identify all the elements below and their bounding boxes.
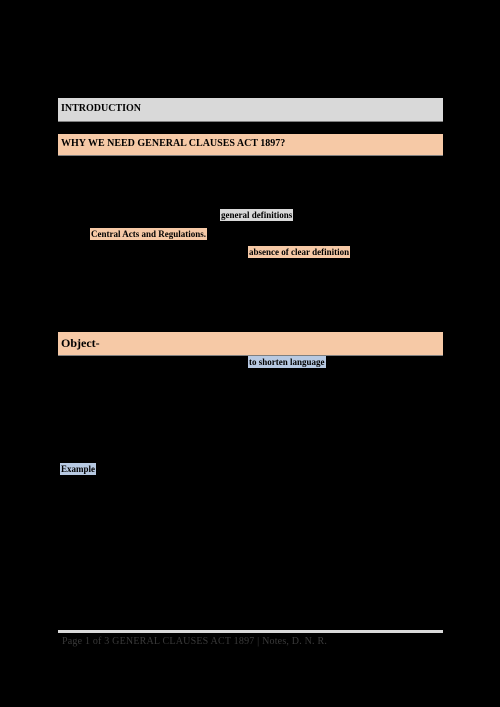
page-footer: Page 1 of 3 GENERAL CLAUSES ACT 1897 | Notes, D. N. R.	[62, 636, 328, 647]
footer-divider	[58, 630, 443, 633]
object-heading: Object-	[58, 332, 443, 356]
highlight-central-acts: Central Acts and Regulations.	[91, 229, 207, 239]
highlight-shorten-language: to shorten language	[249, 357, 325, 367]
highlight-example: Example	[61, 464, 96, 474]
introduction-heading: INTRODUCTION	[58, 98, 443, 122]
highlight-general-definitions: general definitions	[221, 210, 293, 220]
why-heading: WHY WE NEED GENERAL CLAUSES ACT 1897?	[58, 134, 443, 156]
highlight-absence-definition: absence of clear definition	[249, 247, 350, 257]
